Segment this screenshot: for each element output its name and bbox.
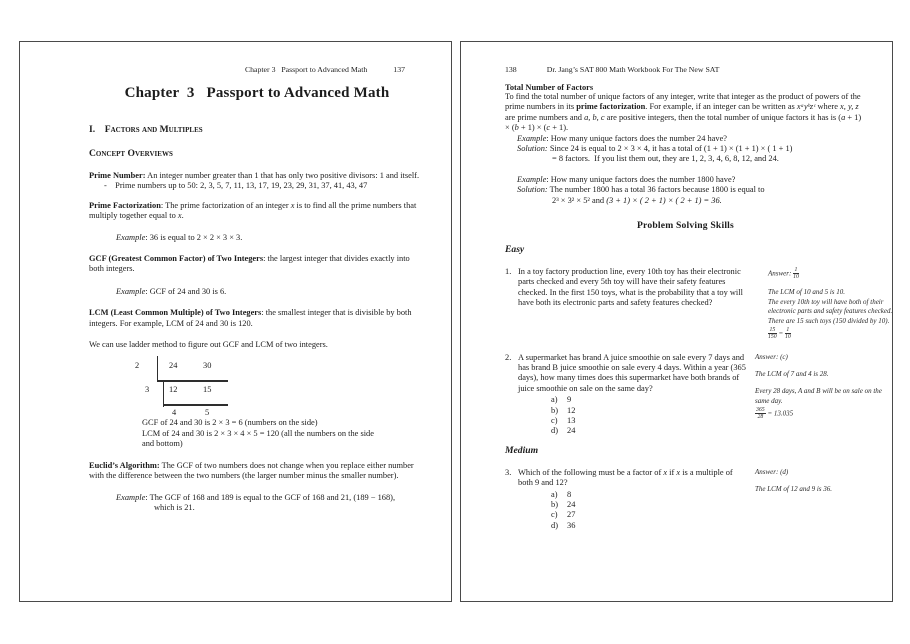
explanation-line: The LCM of 10 and 5 is 10. — [768, 288, 846, 297]
page-number: 137 — [393, 65, 405, 74]
answer-column-q2 — [755, 353, 893, 437]
choices-q2 — [551, 395, 746, 437]
answer-line — [768, 267, 893, 280]
question-3 — [505, 468, 866, 531]
prime-numbers-bullet: - Prime numbers up to 50: 2, 3, 5, 7, 11, 13, 17, 19, 23, 29, 31, 37, 41, 43, 47 — [104, 181, 368, 191]
ladder-diagram — [134, 358, 264, 418]
question-number: 3. — [505, 467, 512, 477]
solution-24-line1: Solution: Since 24 is equal to 2 × 3 × 4, it has a total of (1 + 1) × (1 + 1) × ( 1 + 1) — [517, 144, 793, 154]
question-body — [505, 468, 746, 531]
page-right — [460, 41, 893, 602]
choice-c: c) 13 — [551, 415, 576, 425]
paragraph-total-factors: To find the total number of unique factors of any integer, write that integer as the product of powers of the prime numbers in its prime factorization. For example, if an integer can be written as xᵃyᵇzᶜ where x, y, z are prime numbers and a, b, c are positive integers, then the total number of unique factors it has is (a + 1) × (b + 1) × (c + 1). — [505, 92, 862, 133]
ladder-vertical-line-1 — [157, 356, 158, 381]
example-euclid-line2: which is 21. — [154, 502, 195, 512]
explanation-equation — [768, 327, 893, 340]
solution-24-line2: = 8 factors. If you list them out, they are 1, 2, 3, 4, 6, 8, 12, and 24. — [552, 154, 779, 164]
answer-line: Answer: (c) — [755, 352, 788, 361]
ladder-bottom-value2: 5 — [205, 408, 210, 418]
question-body — [505, 353, 746, 437]
ladder-note-gcf: GCF of 24 and 30 is 2 × 3 = 6 (numbers on the side) — [142, 418, 318, 428]
paragraph-prime-number: Prime Number: An integer number greater than 1 that has only two positive divisors: 1 and itself. — [89, 171, 420, 180]
fraction: $\frac{1}{10}$ — [784, 327, 791, 341]
ladder-horizontal-line-2 — [163, 404, 228, 405]
choice-b: b) 12 — [551, 405, 576, 415]
ladder-divisor-1: 2 — [135, 361, 140, 371]
paragraph-prime-factorization: Prime Factorization: The prime factorization of an integer x is to find all the prime numbers that multiply together equal to x. — [89, 200, 417, 221]
example-gcf: Example: GCF of 24 and 30 is 6. — [116, 286, 227, 296]
running-header-left — [89, 65, 425, 74]
running-header-right — [505, 65, 866, 74]
difficulty-heading-medium: Medium — [505, 444, 539, 456]
ladder-row2-value2: 15 — [203, 385, 212, 395]
total-number-of-factors-heading: Total Number of Factors — [505, 83, 594, 92]
question-text: In a toy factory production line, every 10th toy has their electronic parts checked and every 5th toy will have their safety features checked. In the first 150 toys, what is the probability that a toy will have both its electronic parts and safety features checked? — [518, 267, 743, 308]
chapter-title: Chapter 3 Passport to Advanced Math — [124, 85, 390, 101]
problem-solving-skills-heading: Problem Solving Skills — [637, 220, 734, 232]
fraction: $\frac{365}{28}$ — [756, 407, 765, 421]
choice-c: c) 27 — [551, 510, 576, 520]
answer-column-q1 — [768, 267, 893, 340]
choice-b: b) 24 — [551, 499, 576, 509]
paragraph-gcf-definition: GCF (Greatest Common Factor) of Two Integers: the largest integer that divides exactly into both integers. — [89, 254, 410, 274]
equation-result: = 13.035 — [765, 409, 794, 418]
choice-d: d) 36 — [551, 520, 576, 530]
choice-a: a) 8 — [551, 489, 572, 499]
ladder-vertical-line-2 — [163, 380, 164, 407]
ladder-row1-value1: 24 — [169, 361, 178, 371]
page-left — [19, 41, 452, 602]
section-heading: I. Factors and Multiples — [89, 124, 203, 135]
ladder-divisor-2: 3 — [145, 385, 150, 395]
example-24: Example: How many unique factors does the number 24 have? — [517, 133, 728, 143]
ladder-row1-value2: 30 — [203, 361, 212, 371]
fraction: $\frac{15}{150}$ — [768, 327, 777, 341]
equals-sign: = — [776, 329, 785, 338]
question-text: Which of the following must be a factor of x if x is a multiple of both 9 and 12? — [518, 467, 733, 488]
question-number: 1. — [505, 267, 512, 277]
explanation-line: There are 15 such toys (150 divided by 10). — [768, 316, 890, 325]
ladder-horizontal-line-1 — [157, 380, 228, 381]
ladder-note-lcm-cont: and bottom) — [142, 439, 183, 449]
ladder-bottom-value1: 4 — [172, 408, 177, 418]
paragraph-euclid-algorithm: Euclid’s Algorithm: The GCF of two numbers does not change when you replace either number with the difference between the two numbers (the larger number minus the smaller number). — [89, 460, 414, 481]
question-2 — [505, 352, 882, 437]
solution-1800-line2: 2³ × 3² × 5² and (3 + 1) × ( 2 + 1) × ( 2 + 1) = 36. — [552, 195, 722, 205]
choice-d: d) 24 — [551, 426, 576, 436]
answer-fraction: $\frac{1}{10}$ — [793, 267, 799, 281]
explanation-line: The every 10th toy will have both of their electronic parts and safety features checked. — [768, 297, 893, 316]
choice-a: a) 9 — [551, 395, 572, 405]
answer-line: Answer: (d) — [755, 467, 789, 476]
explanation-line: Every 28 days, A and B will be on sale on the same day. — [755, 387, 882, 405]
ladder-note-lcm: LCM of 24 and 30 is 2 × 3 × 4 × 5 = 120 (all the numbers on the side — [142, 428, 374, 438]
example-36: Example: 36 is equal to 2 × 2 × 3 × 3. — [116, 232, 243, 242]
question-text: A supermarket has brand A juice smoothie on sale every 7 days and has brand B juice smoothie on sale every 4 days. Within a year (365 days), how many times does this supermarket have both brands of juice smoothie on sale on the same day? — [518, 352, 746, 393]
explanation-equation — [755, 407, 893, 420]
running-title: Chapter 3 Passport to Advanced Math — [244, 65, 368, 74]
explanation-line: The LCM of 12 and 9 is 36. — [755, 485, 833, 494]
question-number: 2. — [505, 352, 512, 362]
example-euclid-line1: Example: The GCF of 168 and 189 is equal to the GCF of 168 and 21, (189 − 168), — [116, 492, 396, 502]
question-1 — [505, 267, 893, 341]
solution-1800-line1: Solution: The number 1800 has a total 36 factors because 1800 is equal to — [517, 185, 765, 195]
example-1800: Example: How many unique factors does the number 1800 have? — [517, 174, 736, 184]
ladder-method-intro: We can use ladder method to figure out GCF and LCM of two integers. — [89, 340, 328, 350]
choices-q3 — [551, 490, 746, 532]
answer-label: Answer: — [768, 269, 792, 278]
explanation-line: The LCM of 7 and 4 is 28. — [755, 369, 829, 378]
paragraph-lcm-definition: LCM (Least Common Multiple) of Two Integers: the smallest integer that is divisible by both integers. For example, LCM of 24 and 30 is 120. — [89, 308, 412, 328]
concept-overviews-heading: Concept Overviews — [89, 148, 173, 159]
running-title: Dr. Jang’s SAT 800 Math Workbook For The New SAT — [546, 65, 720, 74]
answer-column-q3 — [755, 468, 893, 531]
page-number: 138 — [505, 65, 517, 74]
ladder-row2-value1: 12 — [169, 385, 178, 395]
difficulty-heading-easy: Easy — [505, 244, 525, 256]
